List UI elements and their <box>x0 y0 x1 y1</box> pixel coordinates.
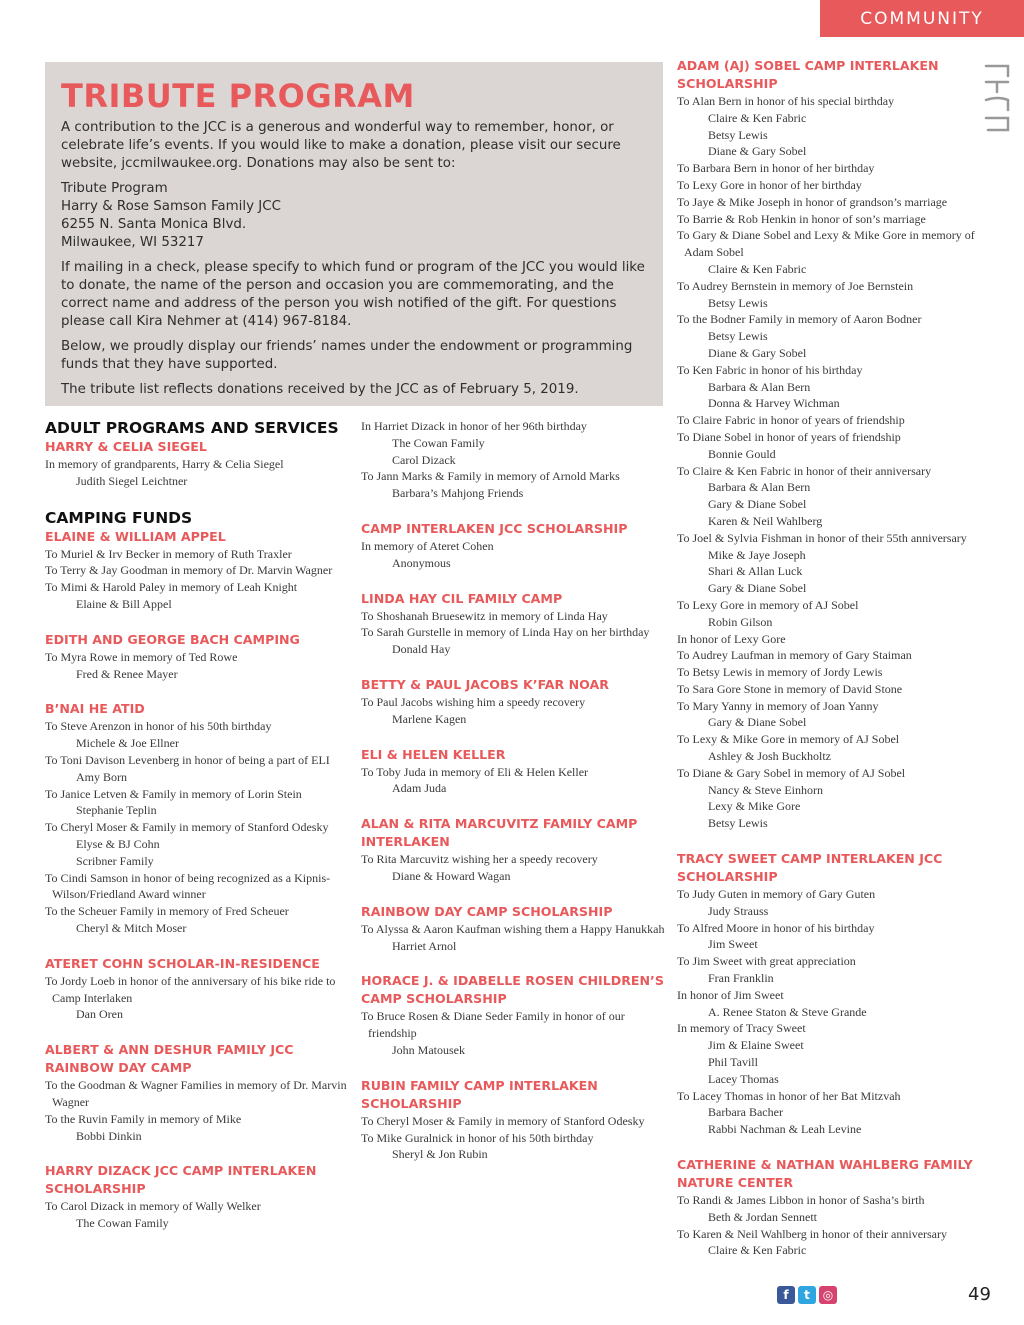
fund-heading: TRACY SWEET CAMP INTERLAKEN JCC SCHOLARSHIP <box>677 851 943 885</box>
spacer <box>361 658 666 676</box>
spacer <box>45 613 350 631</box>
tribute-entry: To Mike Guralnick in honor of his 50th birthday <box>361 1130 594 1145</box>
facebook-icon[interactable]: f <box>777 1286 795 1304</box>
spacer <box>45 490 350 508</box>
tribute-entry: To Audrey Laufman in memory of Gary Staiman <box>677 648 912 663</box>
tribute-entry: To Joel & Sylvia Fishman in honor of their 55th anniversary <box>677 530 967 545</box>
donor-name: Jim & Elaine Sweet <box>708 1038 804 1053</box>
tribute-entry: To Jann Marks & Family in memory of Arnold Marks <box>361 469 620 484</box>
social-links <box>777 1286 837 1304</box>
spacer <box>45 937 350 955</box>
tribute-entry: To Jim Sweet with great appreciation <box>677 954 856 969</box>
tribute-entry: To Lexy Gore in memory of AJ Sobel <box>677 597 859 612</box>
section-heading: CAMPING FUNDS <box>45 508 193 527</box>
tribute-entry: To Betsy Lewis in memory of Jordy Lewis <box>677 665 883 680</box>
mailing-instructions: If mailing in a check, please specify to which fund or program of the JCC you would like to donate, the name of the person and occasion you are commemorating, and the correct name and address of the person you wish notified of the gift. For questions please call Kira Nehmer at (414) 967-8184. <box>61 260 645 329</box>
tribute-entry: To Alan Bern in honor of his special birthday <box>677 94 895 108</box>
donor-name: Bonnie Gould <box>708 446 776 461</box>
fund-heading: ATERET COHN SCHOLAR-IN-RESIDENCE <box>45 955 320 971</box>
spacer <box>361 797 666 815</box>
tribute-entry: In memory of grandparents, Harry & Celia Siegel <box>45 457 284 471</box>
tribute-entry: To Shoshanah Bruesewitz in memory of Linda Hay <box>361 608 608 623</box>
tribute-entry: To Jaye & Mike Joseph in honor of grandson’s marriage <box>677 194 948 209</box>
tribute-entry: To Sarah Gurstelle in memory of Linda Hay on her birthday <box>361 625 650 640</box>
tribute-entry: To Mary Yanny in memory of Joan Yanny <box>677 698 879 713</box>
tribute-entry: To Steve Arenzon in honor of his 50th birthday <box>45 719 272 734</box>
address-line: Tribute Program <box>61 181 168 196</box>
fund-heading: EDITH AND GEORGE BACH CAMPING <box>45 631 300 647</box>
spacer <box>361 572 666 590</box>
tribute-entry: To Toby Juda in memory of Eli & Helen Keller <box>361 764 589 779</box>
tribute-entry: To Paul Jacobs wishing him a speedy recovery <box>361 694 586 709</box>
donor-name: Claire & Ken Fabric <box>708 261 807 276</box>
donor-name: John Matousek <box>392 1042 465 1057</box>
donor-name: The Cowan Family <box>392 435 485 450</box>
donor-name: The Cowan Family <box>76 1216 169 1231</box>
tribute-entry: To Cheryl Moser & Family in memory of Stanford Odesky <box>361 1113 645 1128</box>
donor-name: Judy Strauss <box>708 903 769 918</box>
fund-heading: ELAINE & WILLIAM APPEL <box>45 528 226 544</box>
tribute-entry: To Jordy Loeb in honor of the anniversary of his bike ride to Camp Interlaken <box>45 973 336 1005</box>
spacer <box>361 1059 666 1077</box>
donor-name: Stephanie Teplin <box>76 803 157 818</box>
address-line: Harry & Rose Samson Family JCC <box>61 199 281 214</box>
donor-name: Claire & Ken Fabric <box>708 1243 807 1258</box>
tribute-intro: A contribution to the JCC is a generous and wonderful way to remember, honor, or celebrate life’s events. If you would like to make a donation, please visit our secure website, jccmilwaukee.org. Donations may also be sent to: <box>61 120 621 171</box>
donor-name: Amy Born <box>76 769 127 784</box>
spacer <box>677 1138 977 1156</box>
tribute-entry: To Terry & Jay Goodman in memory of Dr. Marvin Wagner <box>45 563 333 578</box>
tribute-entry: To Cindi Samson in honor of being recognized as a Kipnis-Wilson/Friedland Award winner <box>45 870 331 902</box>
donor-name: Cheryl & Mitch Moser <box>76 920 187 935</box>
tribute-entry: To Ken Fabric in honor of his birthday <box>677 362 863 377</box>
donor-name: Lexy & Mike Gore <box>708 799 801 814</box>
tribute-entry: To Gary & Diane Sobel and Lexy & Mike Gore in memory of Adam Sobel <box>677 228 975 260</box>
donor-name: Claire & Ken Fabric <box>708 110 807 125</box>
donor-name: Donna & Harvey Wichman <box>708 396 840 411</box>
friends-note: Below, we proudly display our friends’ names under the endowment or programming funds that they have supported. <box>61 339 633 372</box>
donor-name: Bobbi Dinkin <box>76 1128 142 1143</box>
donor-name: Phil Tavill <box>708 1055 758 1070</box>
fund-heading: LINDA HAY CIL FAMILY CAMP <box>361 590 563 606</box>
tribute-entry: To Claire & Ken Fabric in honor of their anniversary <box>677 463 932 478</box>
fund-heading: HARRY DIZACK JCC CAMP INTERLAKEN SCHOLARSHIP <box>45 1163 317 1197</box>
tribute-entry: To Lexy & Mike Gore in memory of AJ Sobel <box>677 732 900 747</box>
donor-name: Diane & Gary Sobel <box>708 144 807 159</box>
spacer <box>361 728 666 746</box>
spacer <box>361 502 666 520</box>
donor-name: Adam Juda <box>392 781 447 796</box>
tribute-column-2 <box>361 418 666 1163</box>
donor-name: Ashley & Josh Buckholtz <box>708 749 831 764</box>
tribute-entry: To Carol Dizack in memory of Wally Welker <box>45 1199 261 1214</box>
tribute-entry: To Randi & James Libbon in honor of Sasha’s birth <box>677 1193 925 1208</box>
donor-name: A. Renee Staton & Steve Grande <box>708 1004 867 1019</box>
donor-name: Nancy & Steve Einhorn <box>708 782 823 797</box>
fund-heading: RAINBOW DAY CAMP SCHOLARSHIP <box>361 903 613 919</box>
donor-name: Judith Siegel Leichtner <box>76 473 188 488</box>
donor-name: Robin Gilson <box>708 614 773 629</box>
donor-name: Gary & Diane Sobel <box>708 581 807 596</box>
donor-name: Marlene Kagen <box>392 711 467 726</box>
tribute-entry: To Rita Marcuvitz wishing her a speedy recovery <box>361 852 598 867</box>
donor-name: Carol Dizack <box>392 452 456 467</box>
tribute-entry: To Alyssa & Aaron Kaufman wishing them a Happy Hanukkah <box>361 921 665 936</box>
tribute-entry: To Muriel & Irv Becker in memory of Ruth Traxler <box>45 546 292 561</box>
tribute-entry: To Judy Guten in memory of Gary Guten <box>677 887 876 902</box>
tribute-entry: To Janice Letven & Family in memory of Lorin Stein <box>45 786 302 801</box>
section-heading: ADULT PROGRAMS AND SERVICES <box>45 419 339 437</box>
donor-name: Rabbi Nachman & Leah Levine <box>708 1122 862 1137</box>
fund-heading: B’NAI HE ATID <box>45 701 145 717</box>
page-number: 49 <box>968 1284 991 1305</box>
spacer <box>361 885 666 903</box>
tribute-entry: To Barrie & Rob Henkin in honor of son’s marriage <box>677 211 926 226</box>
donor-name: Betsy Lewis <box>708 127 768 142</box>
donor-name: Diane & Gary Sobel <box>708 345 807 360</box>
donor-name: Barbara’s Mahjong Friends <box>392 486 524 501</box>
tribute-entry: To the Goodman & Wagner Families in memory of Dr. Marvin Wagner <box>45 1078 347 1109</box>
tribute-entry: In memory of Tracy Sweet <box>677 1021 806 1036</box>
tribute-entry: To Cheryl Moser & Family in memory of Stanford Odesky <box>45 820 329 835</box>
donor-name: Mike & Jaye Joseph <box>708 547 806 562</box>
section-tab-label: COMMUNITY <box>860 8 984 29</box>
fund-heading: CAMP INTERLAKEN JCC SCHOLARSHIP <box>361 520 628 536</box>
donor-name: Anonymous <box>392 555 451 570</box>
tribute-entry: To the Scheuer Family in memory of Fred Scheuer <box>45 904 289 919</box>
tribute-entry: In honor of Lexy Gore <box>677 631 786 646</box>
donor-name: Scribner Family <box>76 853 154 868</box>
section-tab-community <box>820 0 1024 37</box>
twitter-icon[interactable]: t <box>798 1286 816 1304</box>
tribute-entry: To Toni Davison Levenberg in honor of being a part of ELI <box>45 752 330 767</box>
donor-name: Sheryl & Jon Rubin <box>392 1147 488 1162</box>
address-line: 6255 N. Santa Monica Blvd. <box>61 217 247 232</box>
tribute-entry: To Mimi & Harold Paley in memory of Leah Knight <box>45 580 298 595</box>
donor-name: Elaine & Bill Appel <box>76 596 172 611</box>
tribute-title: TRIBUTE PROGRAM <box>61 77 415 115</box>
donor-name: Dan Oren <box>76 1007 123 1022</box>
as-of-note: The tribute list reflects donations received by the JCC as of February 5, 2019. <box>61 382 579 397</box>
donor-name: Betsy Lewis <box>708 816 768 831</box>
tribute-entry: To Alfred Moore in honor of his birthday <box>677 920 875 935</box>
address-line: Milwaukee, WI 53217 <box>61 235 204 250</box>
fund-heading: RUBIN FAMILY CAMP INTERLAKEN SCHOLARSHIP <box>361 1077 598 1111</box>
mailing-address <box>61 180 647 252</box>
tribute-column-3 <box>677 57 977 1259</box>
tribute-entry: To Barbara Bern in honor of her birthday <box>677 161 875 176</box>
tribute-entry: To Bruce Rosen & Diane Seder Family in honor of our friendship <box>361 1009 625 1041</box>
tribute-entry: To Sara Gore Stone in memory of David Stone <box>677 681 903 696</box>
donor-name: Diane & Howard Wagan <box>392 868 511 883</box>
tribute-entry: To Lexy Gore in honor of her birthday <box>677 177 862 192</box>
tribute-entry: To the Ruvin Family in memory of Mike <box>45 1111 242 1126</box>
donor-name: Shari & Allan Luck <box>708 564 803 579</box>
tribute-entry: In honor of Jim Sweet <box>677 987 784 1002</box>
fund-heading: CATHERINE & NATHAN WAHLBERG FAMILY NATURE CENTER <box>677 1157 973 1191</box>
tribute-entry: In memory of Ateret Cohen <box>361 538 494 553</box>
donor-name: Donald Hay <box>392 642 451 657</box>
donor-name: Jim Sweet <box>708 937 758 952</box>
tribute-entry: To Karen & Neil Wahlberg in honor of their anniversary <box>677 1226 948 1241</box>
donor-name: Barbara & Alan Bern <box>708 480 811 495</box>
spacer <box>677 832 977 850</box>
donor-name: Betsy Lewis <box>708 295 768 310</box>
fund-heading: ALBERT & ANN DESHUR FAMILY JCC RAINBOW DAY CAMP <box>45 1042 294 1076</box>
donor-name: Elyse & BJ Cohn <box>76 836 160 851</box>
tribute-entry: To the Bodner Family in memory of Aaron Bodner <box>677 312 922 327</box>
spacer <box>361 954 666 972</box>
fund-heading: ADAM (AJ) SOBEL CAMP INTERLAKEN SCHOLARSHIP <box>677 58 939 91</box>
tribute-column-1 <box>45 418 350 1232</box>
spacer <box>45 1023 350 1041</box>
donor-name: Lacey Thomas <box>708 1071 779 1086</box>
donor-name: Harriet Arnol <box>392 938 457 953</box>
tribute-entry: To Diane & Gary Sobel in memory of AJ Sobel <box>677 765 906 780</box>
tribute-program-box <box>45 62 663 406</box>
tribute-entry: To Claire Fabric in honor of years of friendship <box>677 413 905 428</box>
spacer <box>45 1144 350 1162</box>
donor-name: Fran Franklin <box>708 971 774 986</box>
instagram-icon[interactable]: ◎ <box>819 1286 837 1304</box>
donor-name: Beth & Jordan Sennett <box>708 1209 817 1224</box>
tribute-entry: To Myra Rowe in memory of Ted Rowe <box>45 649 238 664</box>
tribute-entry: To Diane Sobel in honor of years of friendship <box>677 429 901 444</box>
donor-name: Michele & Joe Ellner <box>76 736 179 751</box>
hebrew-logo-icon <box>978 60 1020 140</box>
fund-heading: ELI & HELEN KELLER <box>361 746 506 762</box>
tribute-entry: To Audrey Bernstein in memory of Joe Bernstein <box>677 278 914 293</box>
spacer <box>45 682 350 700</box>
donor-name: Betsy Lewis <box>708 329 768 344</box>
donor-name: Gary & Diane Sobel <box>708 715 807 730</box>
tribute-entry: To Lacey Thomas in honor of her Bat Mitzvah <box>677 1088 901 1103</box>
donor-name: Fred & Renee Mayer <box>76 666 178 681</box>
donor-name: Barbara & Alan Bern <box>708 379 811 394</box>
donor-name: Barbara Bacher <box>708 1105 783 1120</box>
donor-name: Karen & Neil Wahlberg <box>708 513 823 528</box>
donor-name: Gary & Diane Sobel <box>708 497 807 512</box>
fund-heading: HARRY & CELIA SIEGEL <box>45 439 207 454</box>
fund-heading: BETTY & PAUL JACOBS K’FAR NOAR <box>361 676 609 692</box>
fund-heading: ALAN & RITA MARCUVITZ FAMILY CAMP INTERLAKEN <box>361 816 638 850</box>
fund-heading: HORACE J. & IDABELLE ROSEN CHILDREN’S CAMP SCHOLARSHIP <box>361 973 664 1007</box>
tribute-entry: In Harriet Dizack in honor of her 96th birthday <box>361 419 587 433</box>
